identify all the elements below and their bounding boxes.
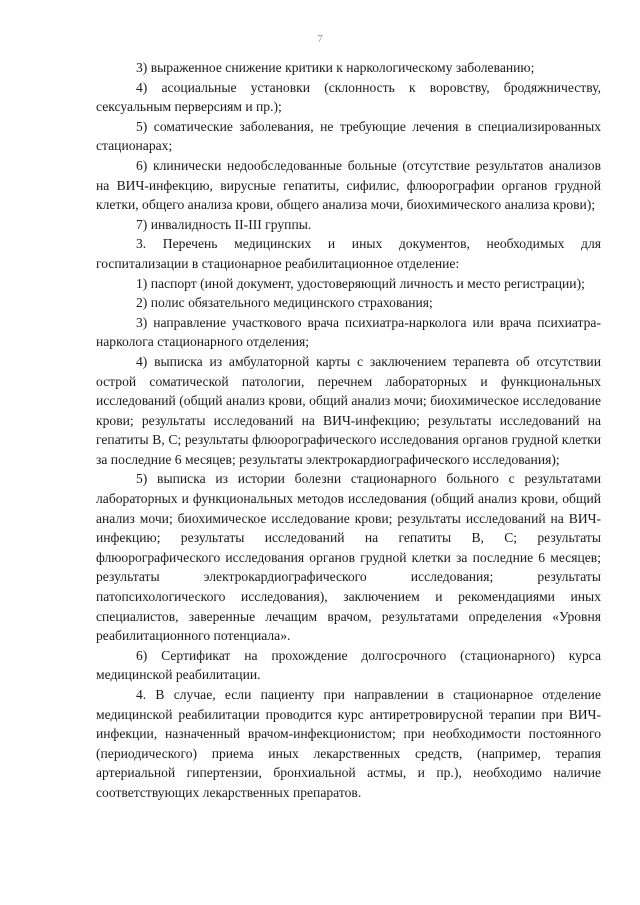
paragraph: 5) выписка из истории болезни стационарного больного с результатами лабораторных и функциональных методов исследования (общий анализ крови, общий анализ мочи; биохимическое исследование крови; результаты исследований на ВИЧ-инфекцию; результаты исследований на гепатиты В, С; результаты флюорографического исследования органов грудной клетки за последние 6 месяцев; результаты электрокардиографического исследования; результаты патопсихологического исследования), заключением и рекомендациями иных специалистов, заверенные лечащим врачом, результатами определения «Уровня реабилитационного потенциала».: [96, 471, 601, 644]
page-number: 7: [317, 33, 323, 45]
paragraph: 3) направление участкового врача психиатра-нарколога или врача психиатра-нарколога стационарного отделения;: [96, 314, 601, 350]
paragraph: 4) выписка из амбулаторной карты с заключением терапевта об отсутствии острой соматической патологии, перечнем лабораторных и функциональных исследований (общий анализ крови, общий анализ мочи; биохимическое исследование крови; результаты исследований на ВИЧ-инфекцию; результаты исследований на гепатиты В, С; результаты флюорографического исследования органов грудной клетки за последние 6 месяцев; результаты электрокардиографического исследования);: [96, 353, 601, 467]
paragraph: 1) паспорт (иной документ, удостоверяющий личность и место регистрации);: [136, 275, 585, 291]
paragraph: 3) выраженное снижение критики к наркологическому заболеванию;: [136, 60, 535, 75]
paragraph: 4. В случае, если пациенту при направлении в стационарное отделение медицинской реабилитации проводится курс антиретровирусной терапии при ВИЧ-инфекции, назначенный врачом-инфекционистом; при необходимости постоянного (периодического) приема иных лекарственных средств, (например, терапия артериальной гипертензии, бронхиальной астмы, и пр.), необходимо наличие соответствующих лекарственных препаратов.: [96, 687, 601, 800]
paragraph: 3. Перечень медицинских и иных документов, необходимых для госпитализации в стационарное реабилитационное отделение:: [96, 236, 601, 271]
paragraph: 5) соматические заболевания, не требующие лечения в специализированных стационарах;: [96, 118, 601, 154]
paragraph: 7) инвалидность II-III группы.: [136, 216, 312, 232]
document-body: [96, 58, 601, 803]
paragraph: 6) Сертификат на прохождение долгосрочного (стационарного) курса медицинской реабилитации.: [96, 647, 601, 683]
paragraph: 2) полис обязательного медицинского страхования;: [136, 295, 433, 311]
paragraph: 4) асоциальные установки (склонность к воровству, бродяжничеству, сексуальным перверсиям и пр.);: [96, 79, 601, 115]
paragraph: 6) клинически недообследованные больные (отсутствие результатов анализов на ВИЧ-инфекцию, вирусные гепатиты, сифилис, флюорографии органов грудной клетки, общего анализа крови, общего анализа мочи, биохимического анализа крови);: [96, 157, 601, 213]
